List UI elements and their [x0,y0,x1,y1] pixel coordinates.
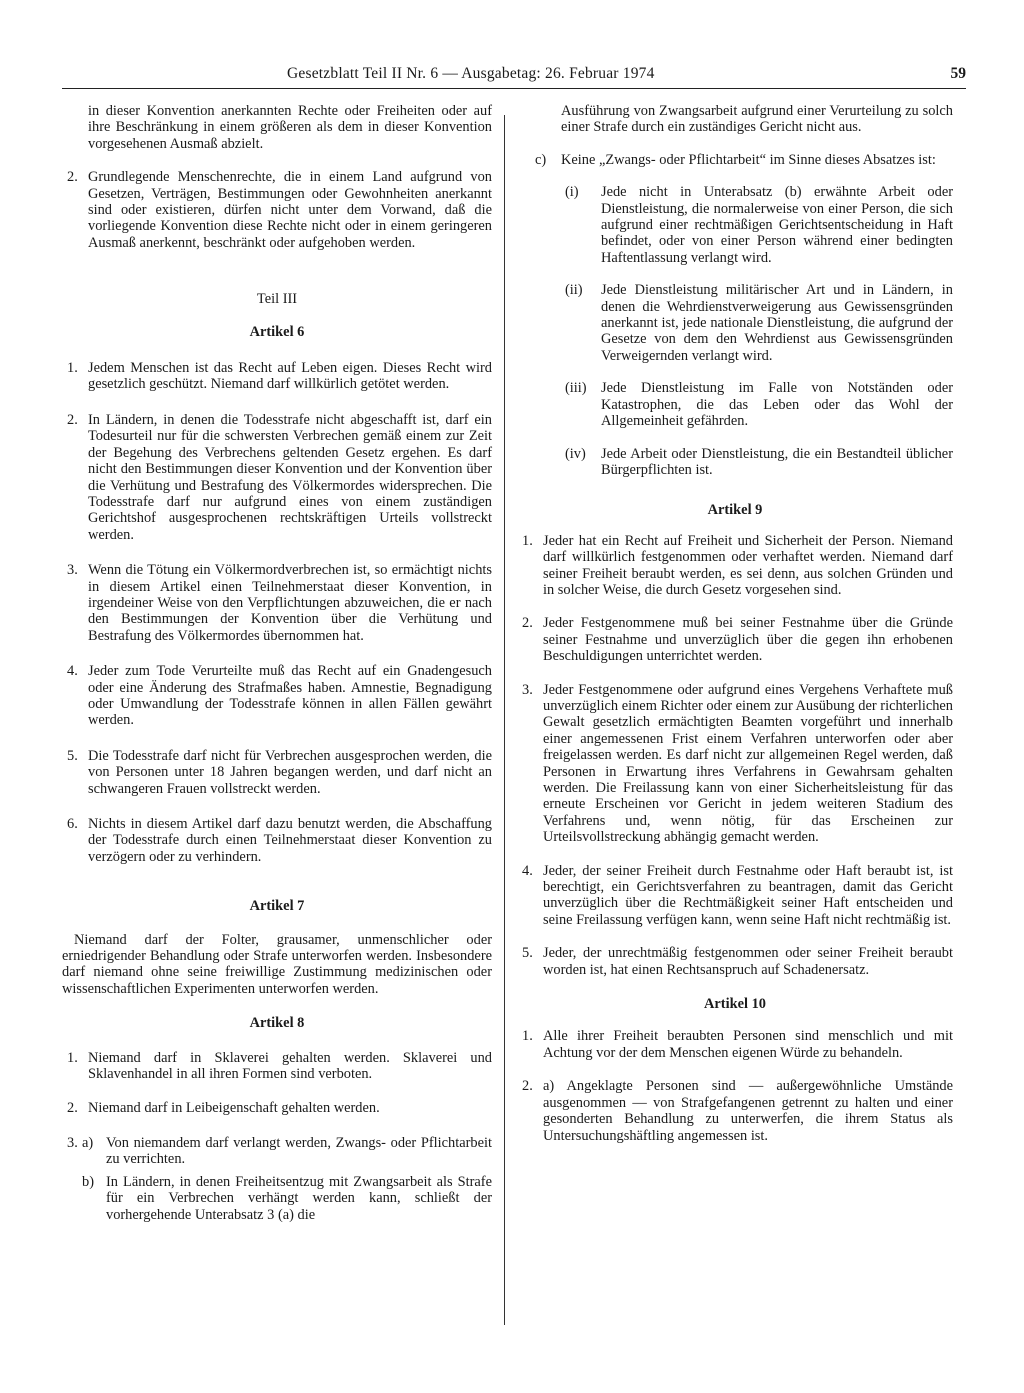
article-9-item-4: 4. Jeder, der seiner Freiheit durch Festnahme oder Haft beraubt ist, ist berechtigt, ein Gerichtsverfahren zu beantragen, damit das Gericht unverzüglich über die Rechtmäßigkeit seiner Haft entscheiden und seine Freilassung verfügen kann, wenn seine Haft nicht rechtmäßig ist. [522,862,953,928]
right-column [517,103,953,1144]
article-9-item-1: 1. Jeder hat ein Recht auf Freiheit und Sicherheit der Person. Niemand darf willkürlich festgenommen oder verhaftet werden. Niemand darf seiner Freiheit beraubt werden, es sei denn, aus solchen Gründen und in solcher Weise, die durch Gesetz vorgesehen sind. [522,532,953,598]
article-9-item-3: 3. Jeder Festgenommene oder aufgrund eines Vergehens Verhaftete muß unverzüglich einem Richter oder einem zur Ausübung der richterlichen Gewalt gesetzlich ermächtigten Beamten vorgeführt und innerhalb einer angemessenen Frist einem Verfahren unterworfen oder aber freigelassen werden. Es darf nicht zur allgemeinen Regel werden, daß Personen in Erwartung ihres Verfahrens in Gewahrsam gehalten werden. Die Freilassung kann von einer Sicherheitsleistung für das erneute Erscheinen vor Gericht in jedem weiteren Stadium des Verfahrens und, wenn nötig, für das Erscheinen zur Urteilsvollstreckung abhängig gemacht werden. [522,681,953,846]
part-title: Teil III [256,291,298,308]
article-6-item-3: 3. Wenn die Tötung ein Völkermordverbrechen ist, so ermächtigt nichts in diesem Artikel einen Teilnehmerstaat dieser Konvention, in irgendeiner Weise von den Verpflichtungen abzuweichen, die er nach den Bestimmungen der Konvention über die Verhütung und Bestrafung des Völkermordes übernommen hat. [67,562,492,644]
header-title: Gesetzblatt Teil II Nr. 6 — Ausgabetag: 26. Februar 1974 [287,65,655,82]
article-6-item-2: 2. In Ländern, in denen die Todesstrafe nicht abgeschafft ist, darf ein Todesurteil nur für die schwersten Verbrechen gemäß einem zur Zeit der Begehung des Verbrechens geltenden Gesetz ergehen. Es darf nicht den Bestimmungen dieser Konvention und der Konvention über die Verhütung und Bestrafung des Völkermordes widersprechen. Die Todesstrafe darf nur aufgrund eines von einem zuständigen Gerichtshof ausgesprochenen rechtskräftigen Urteils vollstreckt werden. [67,411,492,543]
article-10-item-1: 1. Alle ihrer Freiheit beraubten Personen sind menschlich und mit Achtung vor der dem Menschen eigenen Würde zu behandeln. [522,1028,953,1061]
article-10-title: Artikel 10 [704,996,766,1013]
article-10-item-2: 2. a) Angeklagte Personen sind — außergewöhnliche Umstände ausgenommen — von Strafgefangenen getrennt zu halten und einer gesonderten Behandlung zu unterwerfen, die ihrem Status als Untersuchungshäftling angemessen ist. [522,1078,953,1144]
article-8-item-2: 2. Niemand darf in Leibeigenschaft gehalten werden. [67,1100,380,1117]
article-9-item-2: 2. Jeder Festgenommene muß bei seiner Festnahme über die Gründe seiner Festnahme und unverzüglich über die gegen ihn erhobenen Beschuldigungen unterrichtet werden. [522,615,953,665]
article-8-3b-continuation: Ausführung von Zwangsarbeit aufgrund einer Verurteilung zu solch einer Strafe durch ein zuständiges Gericht nicht aus. [561,103,953,136]
article-9-title: Artikel 9 [707,502,763,519]
article-8-item-3a: 3. a) Von niemandem darf verlangt werden, Zwangs- oder Pflichtarbeit zu verrichten. [67,1134,492,1168]
article-8-item-3b: b) In Ländern, in denen Freiheitsentzug mit Zwangsarbeit als Strafe für ein Verbrechen verhängt werden kann, schließt der vorhergehende Unterabsatz 3 (a) die [82,1173,492,1223]
left-column [62,103,492,1223]
article-6-title: Artikel 6 [249,323,305,340]
article-8-item-1: 1. Niemand darf in Sklaverei gehalten werden. Sklaverei und Sklavenhandel in all ihren Formen sind verboten. [67,1049,492,1083]
article-6-item-6: 6. Nichts in diesem Artikel darf dazu benutzt werden, die Abschaffung der Todesstrafe durch einen Teilnehmerstaat dieser Konvention zu verzögern oder zu verhindern. [67,816,492,865]
page-header [62,66,966,89]
page-number: 59 [950,65,966,82]
article-6-item-5: 5. Die Todesstrafe darf nicht für Verbrechen ausgesprochen werden, die von Personen unter 18 Jahren begangen werden, und darf nicht an schwangeren Frauen vollstreckt werden. [67,747,492,797]
paragraph-text: Grundlegende Menschenrechte, die in einem Land aufgrund von Gesetzen, Verträgen, Bestimmungen oder Gewohnheiten anerkannt sind oder existieren, dürfen nicht unter dem Vorwand, daß die vorliegende Konvention diese Rechte nicht oder in einem geringeren Ausmaß anerkennt, beschränkt oder aufgehoben werden. [88,169,492,251]
article-6-item-1: 1. Jedem Menschen ist das Recht auf Leben eigen. Dieses Recht wird gesetzlich geschützt. Niemand darf willkürlich getötet werden. [67,360,492,393]
roman-item-i: (i) Jede nicht in Unterabsatz (b) erwähnte Arbeit oder Dienstleistung, die normalerweise von einer Person, die sich aufgrund einer rechtmäßigen Gerichtsentscheidung in Haft befindet, oder von einer Person während einer bedingten Haftentlassung verlangt wird. [565,184,953,266]
roman-item-iii: (iii) Jede Dienstleistung im Falle von Notständen oder Katastrophen, die das Leben oder das Wohl der Allgemeinheit gefährden. [565,380,953,430]
article-9-item-5: 5. Jeder, der unrechtmäßig festgenommen oder seiner Freiheit beraubt worden ist, hat einen Rechtsanspruch auf Schadenersatz. [522,945,953,978]
roman-item-iv: (iv) Jede Arbeit oder Dienstleistung, die ein Bestandteil üblicher Bürgerpflichten ist. [565,445,953,478]
article-7-text: Niemand darf der Folter, grausamer, unmenschlicher oder erniedrigender Behandlung oder Strafe unterworfen werden. Insbesondere darf niemand ohne seine freiwillige Zustimmung medizinischen oder wissenschaftlichen Experimenten unterworfen werden. [62,931,492,997]
article-8-item-3c: c) Keine „Zwangs- oder Pflichtarbeit“ im Sinne dieses Absatzes ist: [535,151,936,168]
paragraph-number: 2. [67,169,78,186]
article-8-title: Artikel 8 [249,1015,305,1032]
article-6-item-4: 4. Jeder zum Tode Verurteilte muß das Recht auf ein Gnadengesuch oder eine Änderung des Strafmaßes haben. Amnestie, Begnadigung oder Umwandlung der Todesstrafe können in allen Fällen gewährt werden. [67,663,492,729]
article-7-title: Artikel 7 [249,898,305,915]
roman-item-ii: (ii) Jede Dienstleistung militärischer Art und in Ländern, in denen die Wehrdienstverweigerung aus Gewissensgründen anerkannt ist, jede nationale Dienstleistung, die aufgrund der Gesetze von dem den Wehrdienst aus Gewissensgründen Verweigernden verlangt wird. [565,282,953,364]
column-divider [504,115,505,1325]
intro-paragraph: in dieser Konvention anerkannten Rechte oder Freiheiten oder auf ihre Beschränkung in einem größeren als dem in dieser Konvention vorgesehenen Ausmaß abzielt. [88,103,492,152]
paragraph-2 [62,169,492,251]
